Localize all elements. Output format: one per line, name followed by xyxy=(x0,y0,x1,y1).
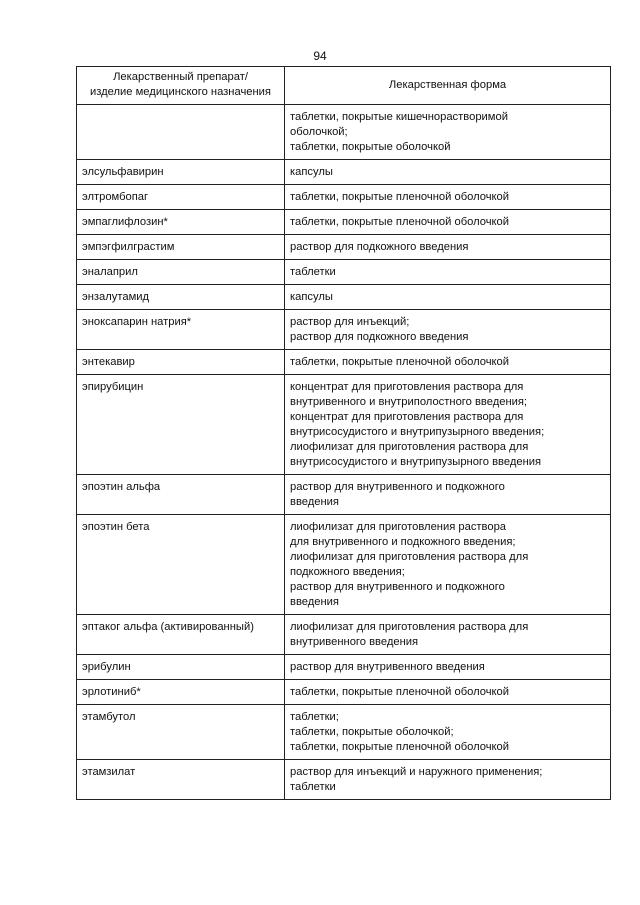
drug-name-cell: эрибулин xyxy=(77,655,285,680)
drug-name-cell: эноксапарин натрия* xyxy=(77,310,285,350)
dosage-form-cell: лиофилизат для приготовления раствора для внутривенного введения xyxy=(285,615,611,655)
table-row xyxy=(77,185,611,210)
dosage-form-cell: лиофилизат для приготовления раствора для внутривенного и подкожного введения; лиофилизат для приготовления раствора для подкожного введения; раствор для внутривенного и подкожного введения xyxy=(285,515,611,615)
dosage-form-cell: таблетки, покрытые пленочной оболочкой xyxy=(285,680,611,705)
table-row xyxy=(77,160,611,185)
drug-name-cell: энтекавир xyxy=(77,350,285,375)
page-number: 94 xyxy=(313,49,327,63)
dosage-form-cell: раствор для подкожного введения xyxy=(285,235,611,260)
table-row xyxy=(77,105,611,160)
drug-name-cell: эмпаглифлозин* xyxy=(77,210,285,235)
drug-name-cell: элтромбопаг xyxy=(77,185,285,210)
table-row xyxy=(77,475,611,515)
table-row xyxy=(77,655,611,680)
drug-name-cell: энзалутамид xyxy=(77,285,285,310)
table-row xyxy=(77,615,611,655)
drug-name-cell: эпоэтин бета xyxy=(77,515,285,615)
table-row xyxy=(77,210,611,235)
dosage-form-cell: концентрат для приготовления раствора для внутривенного и внутриполостного введения; концентрат для приготовления раствора для внутрисосудистого и внутрипузырного введения; лиофилизат для приготовления раствора для внутрисосудистого и внутрипузырного введения xyxy=(285,375,611,475)
drug-name-cell: эпоэтин альфа xyxy=(77,475,285,515)
header-drug-name: Лекарственный препарат/ изделие медицинского назначения xyxy=(77,67,285,105)
dosage-form-cell: капсулы xyxy=(285,285,611,310)
drug-name-cell xyxy=(77,105,285,160)
dosage-form-cell: таблетки, покрытые пленочной оболочкой xyxy=(285,350,611,375)
dosage-form-cell: капсулы xyxy=(285,160,611,185)
table-row xyxy=(77,235,611,260)
table-row xyxy=(77,260,611,285)
table-row xyxy=(77,760,611,800)
table-row xyxy=(77,515,611,615)
header-dosage-form: Лекарственная форма xyxy=(285,67,611,105)
table-row xyxy=(77,680,611,705)
table-header-row xyxy=(77,67,611,105)
table-row xyxy=(77,285,611,310)
drug-name-cell: этамбутол xyxy=(77,705,285,760)
table-row xyxy=(77,310,611,350)
dosage-form-cell: таблетки, покрытые пленочной оболочкой xyxy=(285,185,611,210)
dosage-form-cell: раствор для инъекций и наружного применения; таблетки xyxy=(285,760,611,800)
drug-name-cell: эптаког альфа (активированный) xyxy=(77,615,285,655)
table-row xyxy=(77,350,611,375)
dosage-form-cell: раствор для внутривенного и подкожного введения xyxy=(285,475,611,515)
drug-name-cell: эпирубицин xyxy=(77,375,285,475)
table-row xyxy=(77,705,611,760)
dosage-form-cell: таблетки; таблетки, покрытые оболочкой; таблетки, покрытые пленочной оболочкой xyxy=(285,705,611,760)
dosage-form-cell: таблетки xyxy=(285,260,611,285)
drug-name-cell: эмпэгфилграстим xyxy=(77,235,285,260)
drug-name-cell: этамзилат xyxy=(77,760,285,800)
drug-name-cell: эрлотиниб* xyxy=(77,680,285,705)
drug-table xyxy=(76,66,611,800)
dosage-form-cell: раствор для внутривенного введения xyxy=(285,655,611,680)
dosage-form-cell: раствор для инъекций; раствор для подкожного введения xyxy=(285,310,611,350)
drug-name-cell: элсульфавирин xyxy=(77,160,285,185)
drug-name-cell: эналаприл xyxy=(77,260,285,285)
dosage-form-cell: таблетки, покрытые кишечнорастворимой оболочкой; таблетки, покрытые оболочкой xyxy=(285,105,611,160)
table-row xyxy=(77,375,611,475)
dosage-form-cell: таблетки, покрытые пленочной оболочкой xyxy=(285,210,611,235)
